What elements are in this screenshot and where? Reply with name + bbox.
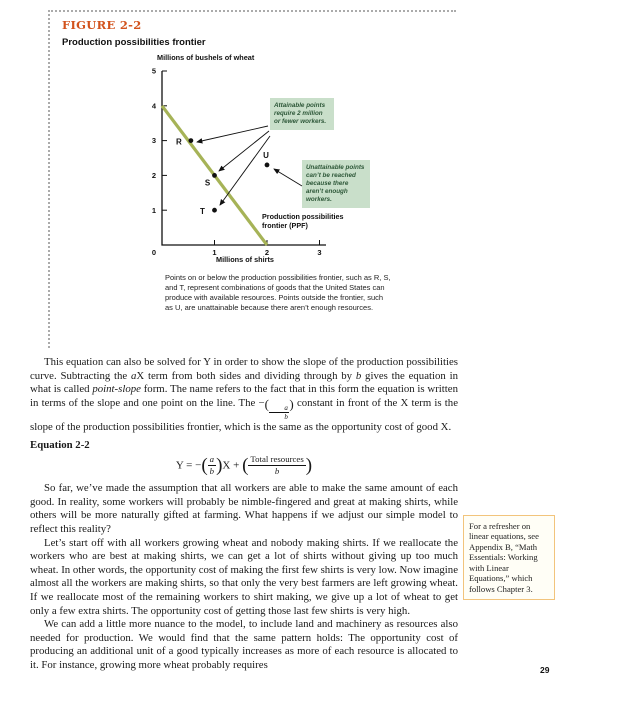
svg-text:U: U — [263, 150, 269, 160]
equation-mid: X + — [222, 459, 240, 472]
callout-unattainable: Unattainable points can’t be reached because there aren’t enough workers. — [302, 160, 370, 208]
paragraph: We can add a little more nuance to the model, to include land and machinery as resources also needed for production. We would find that the same pattern holds: The opportunity cost of producing an additional unit of a good typically increases as more of each resource is allocated to it. For instance, growing more wheat probably requires — [30, 618, 458, 671]
paragraph: So far, we’ve made the assumption that all workers are able to make the same amount of each good. In reality, some workers will probably be nimble-fingered and great at making shirts, while others will be more naturally gifted at farming. What happens if we adjust our simple model to reflect this reality? — [30, 482, 458, 535]
svg-text:3: 3 — [317, 248, 322, 257]
figure-dotted-border-left — [48, 10, 50, 348]
svg-text:4: 4 — [151, 101, 156, 111]
left-paren: ( — [242, 454, 249, 476]
right-paren: ) — [216, 454, 223, 476]
fraction-total-resources-over-b: $\frac{\text{Total resources}}{b}$ — [250, 453, 304, 477]
svg-text:T: T — [200, 207, 205, 217]
svg-text:1: 1 — [151, 205, 156, 215]
ppf-chart — [130, 58, 470, 273]
svg-text:2: 2 — [264, 248, 270, 257]
svg-text:2: 2 — [151, 171, 156, 180]
figure-label: FIGURE 2-2 — [62, 18, 142, 32]
margin-note: For a refresher on linear equations, see Appendix B, “Math Essentials: Working with Linear Equations,” which follows Chapter 3. — [463, 515, 555, 600]
equation-lhs: Y = − — [175, 459, 202, 472]
svg-text:3: 3 — [151, 136, 156, 146]
body-text-column — [30, 356, 458, 672]
equation-heading: Equation 2-2 — [30, 439, 90, 452]
paragraph: This equation can also be solved for Y in order to show the slope of the production possibilities curve. Subtracting the aX term from both sides and dividing through by b gives the equation in what is called point-slope form. The name refers to the fact that in this form the equation is written in terms of the slope and one point on the line. The −( $\frac{a}{b}$ ) constant in front of the X term is the slope of the production possibilities frontier, which is the same as the opportunity cost of good X. — [30, 356, 458, 433]
callout-attainable: Attainable points require 2 million or fewer workers. — [270, 98, 334, 130]
fraction-a-over-b: $\frac{a}{b}$ — [209, 453, 215, 477]
paragraph: Let’s start off with all workers growing wheat and nobody making shirts. If we reallocate the workers who are best at making shirts, we can get a lot of shirts without giving up too much wheat. In other words, the opportunity cost of making the first few shirts is very low. Now imagine almost all the workers are making shirts, so that only the very best farmers are left growing wheat. If we reallocate most of the remaining workers to shirt making, we give up a lot of wheat to get only a few extra shirts. The opportunity cost of getting those last few shirts is very high. — [30, 536, 458, 617]
svg-text:0: 0 — [151, 248, 156, 257]
equation — [30, 455, 458, 477]
svg-text:R: R — [175, 137, 182, 147]
chart-y-axis-title: Millions of bushels of wheat — [157, 53, 255, 62]
left-paren: ( — [201, 454, 208, 476]
right-paren: ) — [305, 454, 313, 476]
chart-x-axis-title: Millions of shirts — [216, 255, 274, 264]
svg-text:5: 5 — [151, 66, 156, 76]
figure-title: Production possibilities frontier — [62, 37, 206, 48]
ppf-line-label: Production possibilities frontier (PPF) — [262, 212, 344, 231]
figure-caption: Points on or below the production possibilities frontier, such as R, S, and T, represent combinations of goods that the United States can produce with available resources. Points outside the frontier, such as U, are unattainable because there aren’t enough resources. — [165, 273, 391, 312]
figure-dotted-border-top — [48, 10, 456, 12]
page-number: 29 — [540, 665, 550, 675]
svg-text:S: S — [204, 178, 211, 188]
svg-text:1: 1 — [212, 248, 217, 257]
